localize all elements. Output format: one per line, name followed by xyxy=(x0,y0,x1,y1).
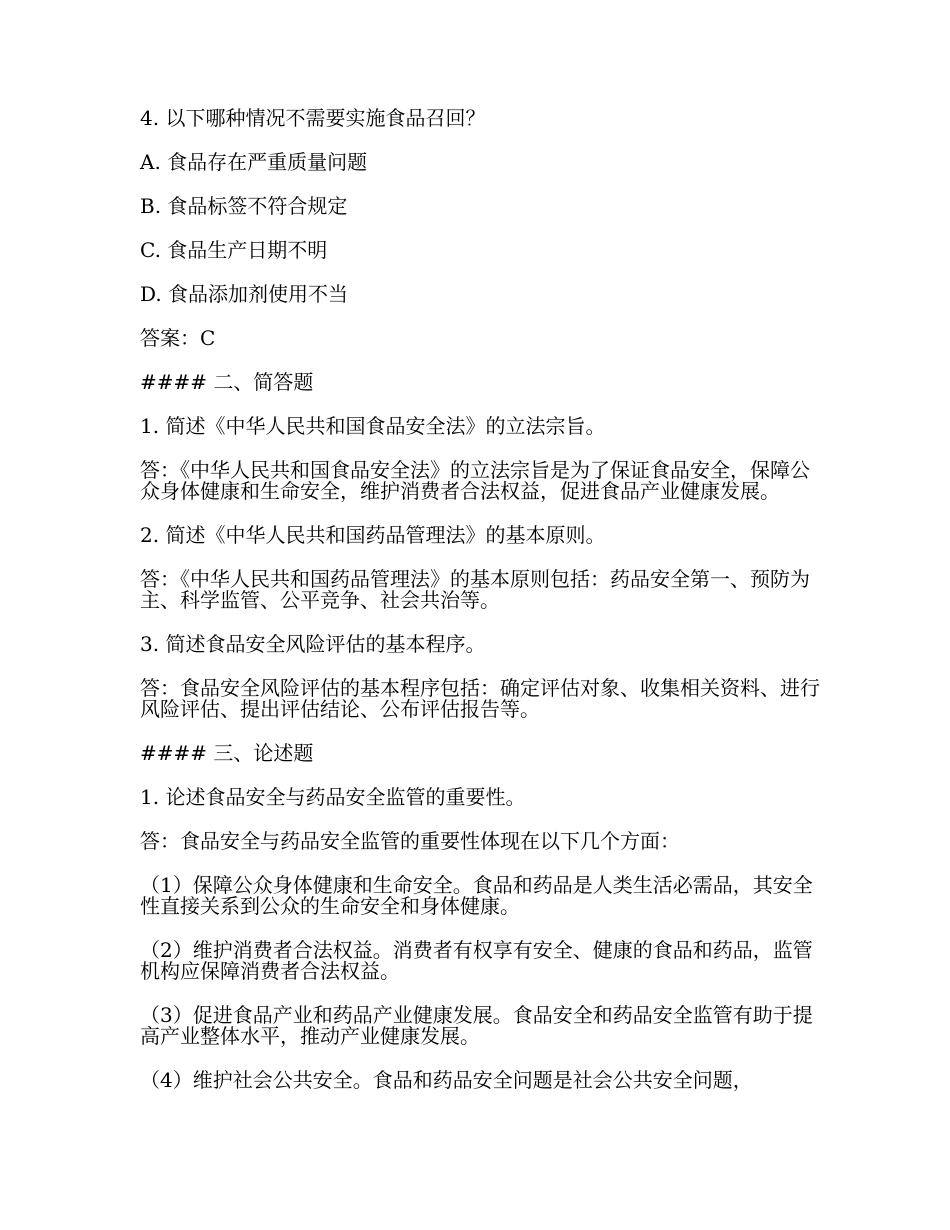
essay-point-3: （3）促进食品产业和药品产业健康发展。食品安全和药品安全监管有助于提高产业整体水平，推动产业健康发展。 xyxy=(140,1003,813,1048)
short-answer-1: 答：《中华人民共和国食品安全法》的立法宗旨是为了保证食品安全，保障公众身体健康和生命安全，维护消费者合法权益，促进食品产业健康发展。 xyxy=(140,458,810,503)
answer: 答案：C xyxy=(140,326,216,350)
section-heading-short-answer: #### 二、简答题 xyxy=(140,370,314,394)
short-question-3: 3. 简述食品安全风险评估的基本程序。 xyxy=(140,632,486,656)
essay-answer-intro: 答：食品安全与药品安全监管的重要性体现在以下几个方面： xyxy=(140,829,680,853)
option-c: C. 食品生产日期不明 xyxy=(140,238,328,262)
section-heading-essay: #### 三、论述题 xyxy=(140,741,314,765)
essay-point-4: （4）维护社会公共安全。食品和药品安全问题是社会公共安全问题， xyxy=(140,1068,753,1092)
essay-point-2: （2）维护消费者合法权益。消费者有权享有安全、健康的食品和药品，监管机构应保障消费者合法权益。 xyxy=(140,938,813,983)
essay-point-1: （1）保障公众身体健康和生命安全。食品和药品是人类生活必需品，其安全性直接关系到公众的生命安全和身体健康。 xyxy=(140,873,813,918)
option-a: A. 食品存在严重质量问题 xyxy=(140,150,368,174)
option-d: D. 食品添加剂使用不当 xyxy=(140,282,349,306)
option-b: B. 食品标签不符合规定 xyxy=(140,194,348,218)
short-answer-2: 答：《中华人民共和国药品管理法》的基本原则包括：药品安全第一、预防为主、科学监管、公平竞争、社会共治等。 xyxy=(140,567,810,612)
short-question-1: 1. 简述《中华人民共和国食品安全法》的立法宗旨。 xyxy=(140,414,606,438)
short-question-2: 2. 简述《中华人民共和国药品管理法》的基本原则。 xyxy=(140,523,606,547)
short-answer-3: 答：食品安全风险评估的基本程序包括：确定评估对象、收集相关资料、进行风险评估、提出评估结论、公布评估报告等。 xyxy=(140,676,820,721)
document-body xyxy=(140,108,820,1114)
essay-question-1: 1. 论述食品安全与药品安全监管的重要性。 xyxy=(140,785,526,809)
question-4: 4. 以下哪种情况不需要实施食品召回？ xyxy=(140,106,486,130)
